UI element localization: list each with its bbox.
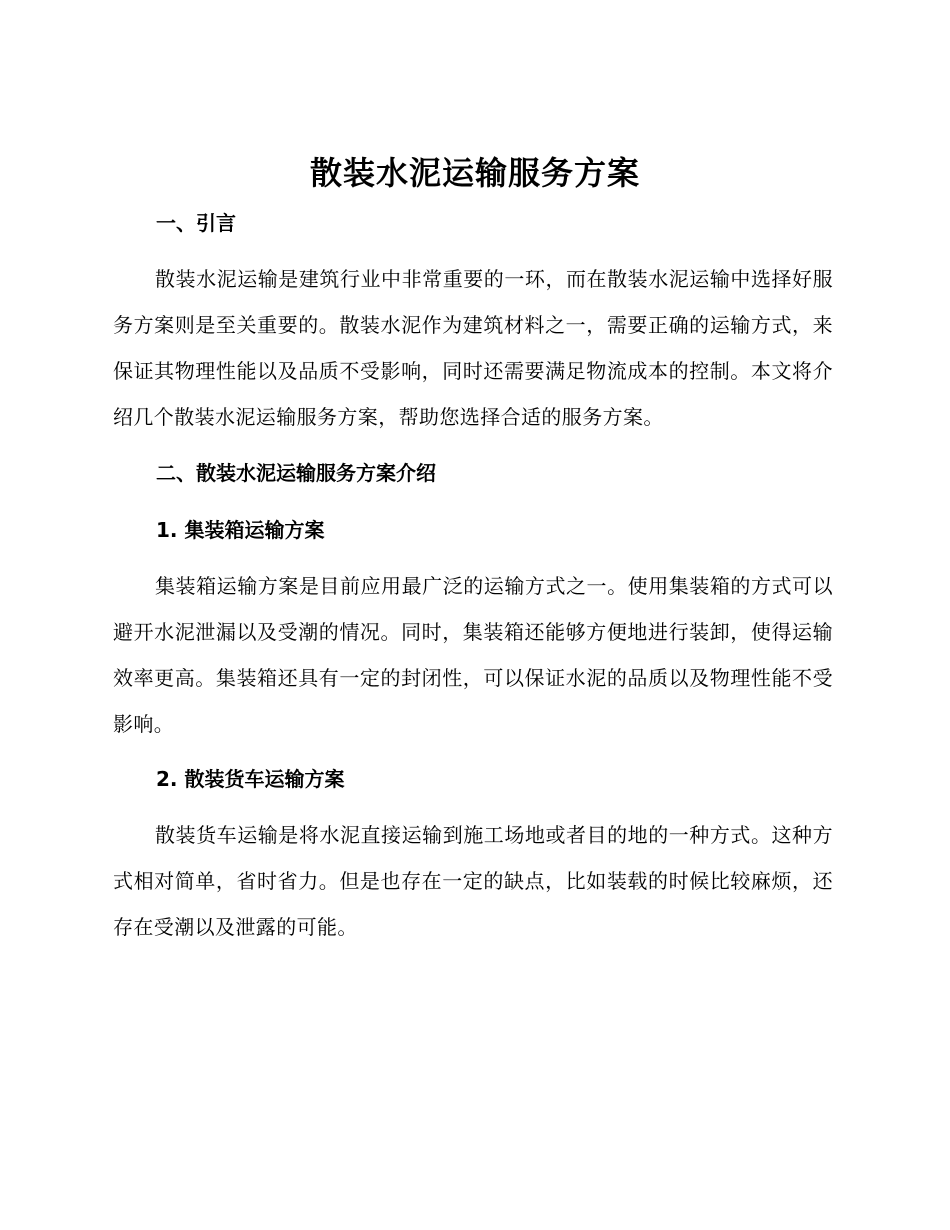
- paragraph-introduction: 散装水泥运输是建筑行业中非常重要的一环，而在散装水泥运输中选择好服务方案则是至关重要的。散装水泥作为建筑材料之一，需要正确的运输方式，来保证其物理性能以及品质不受影响，同时还需要满足物流成本的控制。本文将介绍几个散装水泥运输服务方案，帮助您选择合适的服务方案。: [113, 267, 833, 429]
- subsection-heading-container: 1. 集装箱运输方案: [156, 518, 325, 542]
- paragraph-container-transport: 集装箱运输方案是目前应用最广泛的运输方式之一。使用集装箱的方式可以避开水泥泄漏以及受潮的情况。同时，集装箱还能够方便地进行装卸，使得运输效率更高。集装箱还具有一定的封闭性，可以保证水泥的品质以及物理性能不受影响。: [113, 574, 833, 736]
- section-heading-introduction: 一、引言: [156, 211, 236, 235]
- paragraph-bulk-truck-transport: 散装货车运输是将水泥直接运输到施工场地或者目的地的一种方式。这种方式相对简单，省时省力。但是也存在一定的缺点，比如装载的时候比较麻烦，还存在受潮以及泄露的可能。: [113, 823, 833, 939]
- section-heading-solutions: 二、散装水泥运输服务方案介绍: [156, 461, 436, 485]
- subsection-heading-bulk-truck: 2. 散装货车运输方案: [156, 767, 345, 791]
- page-title: 散装水泥运输服务方案: [309, 154, 640, 192]
